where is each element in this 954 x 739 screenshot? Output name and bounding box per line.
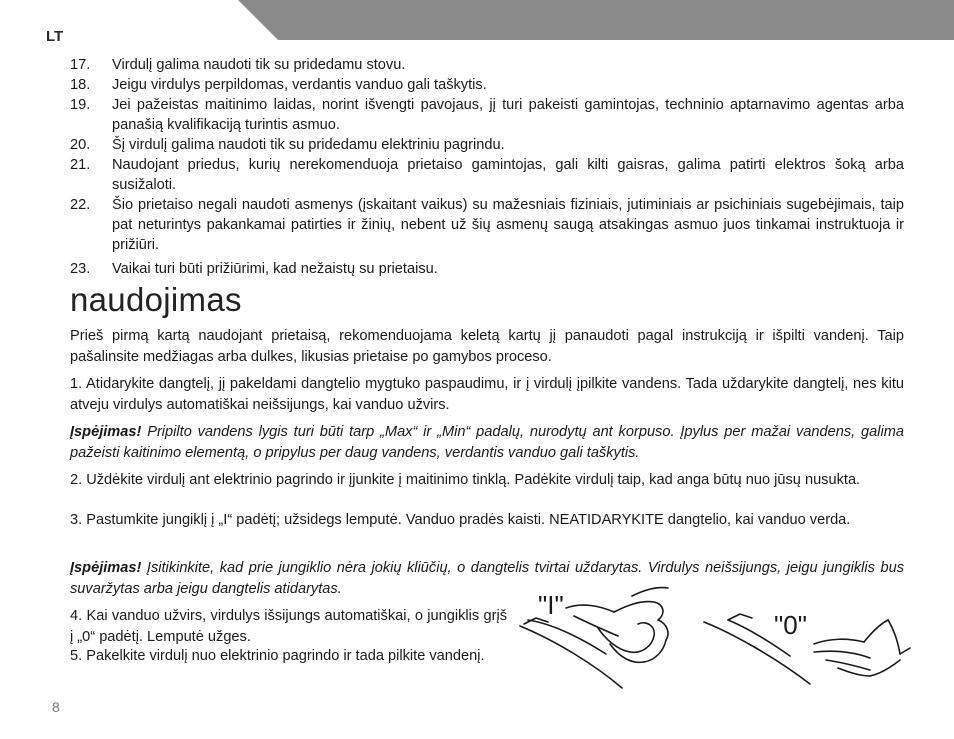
list-text: Šį virdulį galima naudoti tik su pridedamu elektriniu pagrindu. — [112, 137, 505, 153]
list-text: Jei pažeistas maitinimo laidas, norint išvengti pavojaus, jį turi pakeisti gamintojas, techninio aptarnavimo agentas arba panašią kvalifikaciją turintis asmuo. — [112, 97, 904, 133]
list-text: Šio prietaiso negali naudoti asmenys (įskaitant vaikus) su mažesniais fiziniais, jutiminiais ar psichiniais sugebėjimais, taip pat neturintys pakankamai patirties ir žinių, nebent už šių asmenų saugą atsakingas asmuo juos tinkamai instruktuoja ir prižiūri. — [112, 197, 904, 253]
switch-on-label: "I" — [538, 590, 564, 620]
warning-1-paragraph — [70, 422, 904, 463]
switch-off-drawing — [704, 614, 910, 684]
list-item — [70, 195, 904, 255]
header-band — [0, 0, 954, 40]
step-2-paragraph: 2. Uždėkite virdulį ant elektrinio pagrindo ir įjunkite į maitinimo tinklą. Padėkite virdulį taip, kad anga būtų nuo jūsų nusukta. — [70, 472, 861, 488]
list-item — [70, 55, 904, 75]
list-number: 23. — [70, 261, 91, 277]
step-5-paragraph: 5. Pakelkite virdulį nuo elektrinio pagrindo ir tada pilkite vandenį. — [70, 648, 485, 664]
list-number: 22. — [70, 197, 91, 213]
safety-list — [70, 55, 904, 279]
step-1-paragraph: 1. Atidarykite dangtelį, jį pakeldami dangtelio mygtuko paspaudimu, ir į virdulį įpilkite vandens. Tada uždarykite dangtelį, nes kitu atveju virdulys automatiškai neišsijungs, kai vanduo užvirs. — [70, 376, 904, 413]
page-number: 8 — [52, 699, 60, 715]
switch-illustration — [514, 584, 914, 694]
step-4-paragraph: 4. Kai vanduo užvirs, virdulys išsijungs automatiškai, o jungiklis grįš į „0“ padėtį. Lemputė užges. — [70, 608, 507, 645]
language-code: LT — [46, 28, 64, 45]
section-title: naudojimas — [70, 281, 242, 318]
list-number: 17. — [70, 57, 91, 73]
switch-off-label: "0" — [774, 610, 807, 640]
warning-label: Įspėjimas! — [70, 560, 142, 576]
step-3-paragraph: 3. Pastumkite jungiklį į „I“ padėtį; užsidegs lemputė. Vanduo pradės kaisti. NEATIDARYKITE dangtelio, kai vanduo verda. — [70, 512, 851, 528]
list-text: Jeigu virdulys perpildomas, verdantis vanduo gali taškytis. — [112, 77, 487, 93]
list-text: Naudojant priedus, kurių nerekomenduoja prietaiso gamintojas, gali kilti gaisras, galima patirti elektros šoką arba susižaloti. — [112, 157, 904, 193]
list-number: 18. — [70, 77, 91, 93]
list-item — [70, 135, 904, 155]
warning-label: Įspėjimas! — [70, 424, 142, 440]
list-number: 20. — [70, 137, 91, 153]
list-item — [70, 95, 904, 135]
list-number: 19. — [70, 97, 91, 113]
list-number: 21. — [70, 157, 91, 173]
warning-text: Pripilto vandens lygis turi būti tarp „Max“ ir „Min“ padalų, nurodytų ant korpuso. Įpylus per mažai vandens, galima pažeisti kaitinimo elementą, o pripylus per daug vandens, verdantis vanduo gali taškytis. — [70, 424, 904, 461]
list-item — [70, 259, 904, 279]
intro-paragraph: Prieš pirmą kartą naudojant prietaisą, rekomenduojama keletą kartų jį panaudoti pagal instrukciją ir išpilti vandenį. Taip pašalinsite medžiagas arba dulkes, likusias prietaise po gamybos proceso. — [70, 328, 904, 365]
list-text: Vaikai turi būti prižiūrimi, kad nežaistų su prietaisu. — [112, 261, 438, 277]
list-text: Virdulį galima naudoti tik su pridedamu stovu. — [112, 57, 406, 73]
list-item — [70, 155, 904, 195]
list-item — [70, 75, 904, 95]
warning-text: Įsitikinkite, kad prie jungiklio nėra jokių kliūčių, o dangtelis tvirtai uždarytas. Virdulys neišsijungs, jeigu jungiklis bus suvaržytas arba jeigu dangtelis atidarytas. — [70, 560, 904, 597]
